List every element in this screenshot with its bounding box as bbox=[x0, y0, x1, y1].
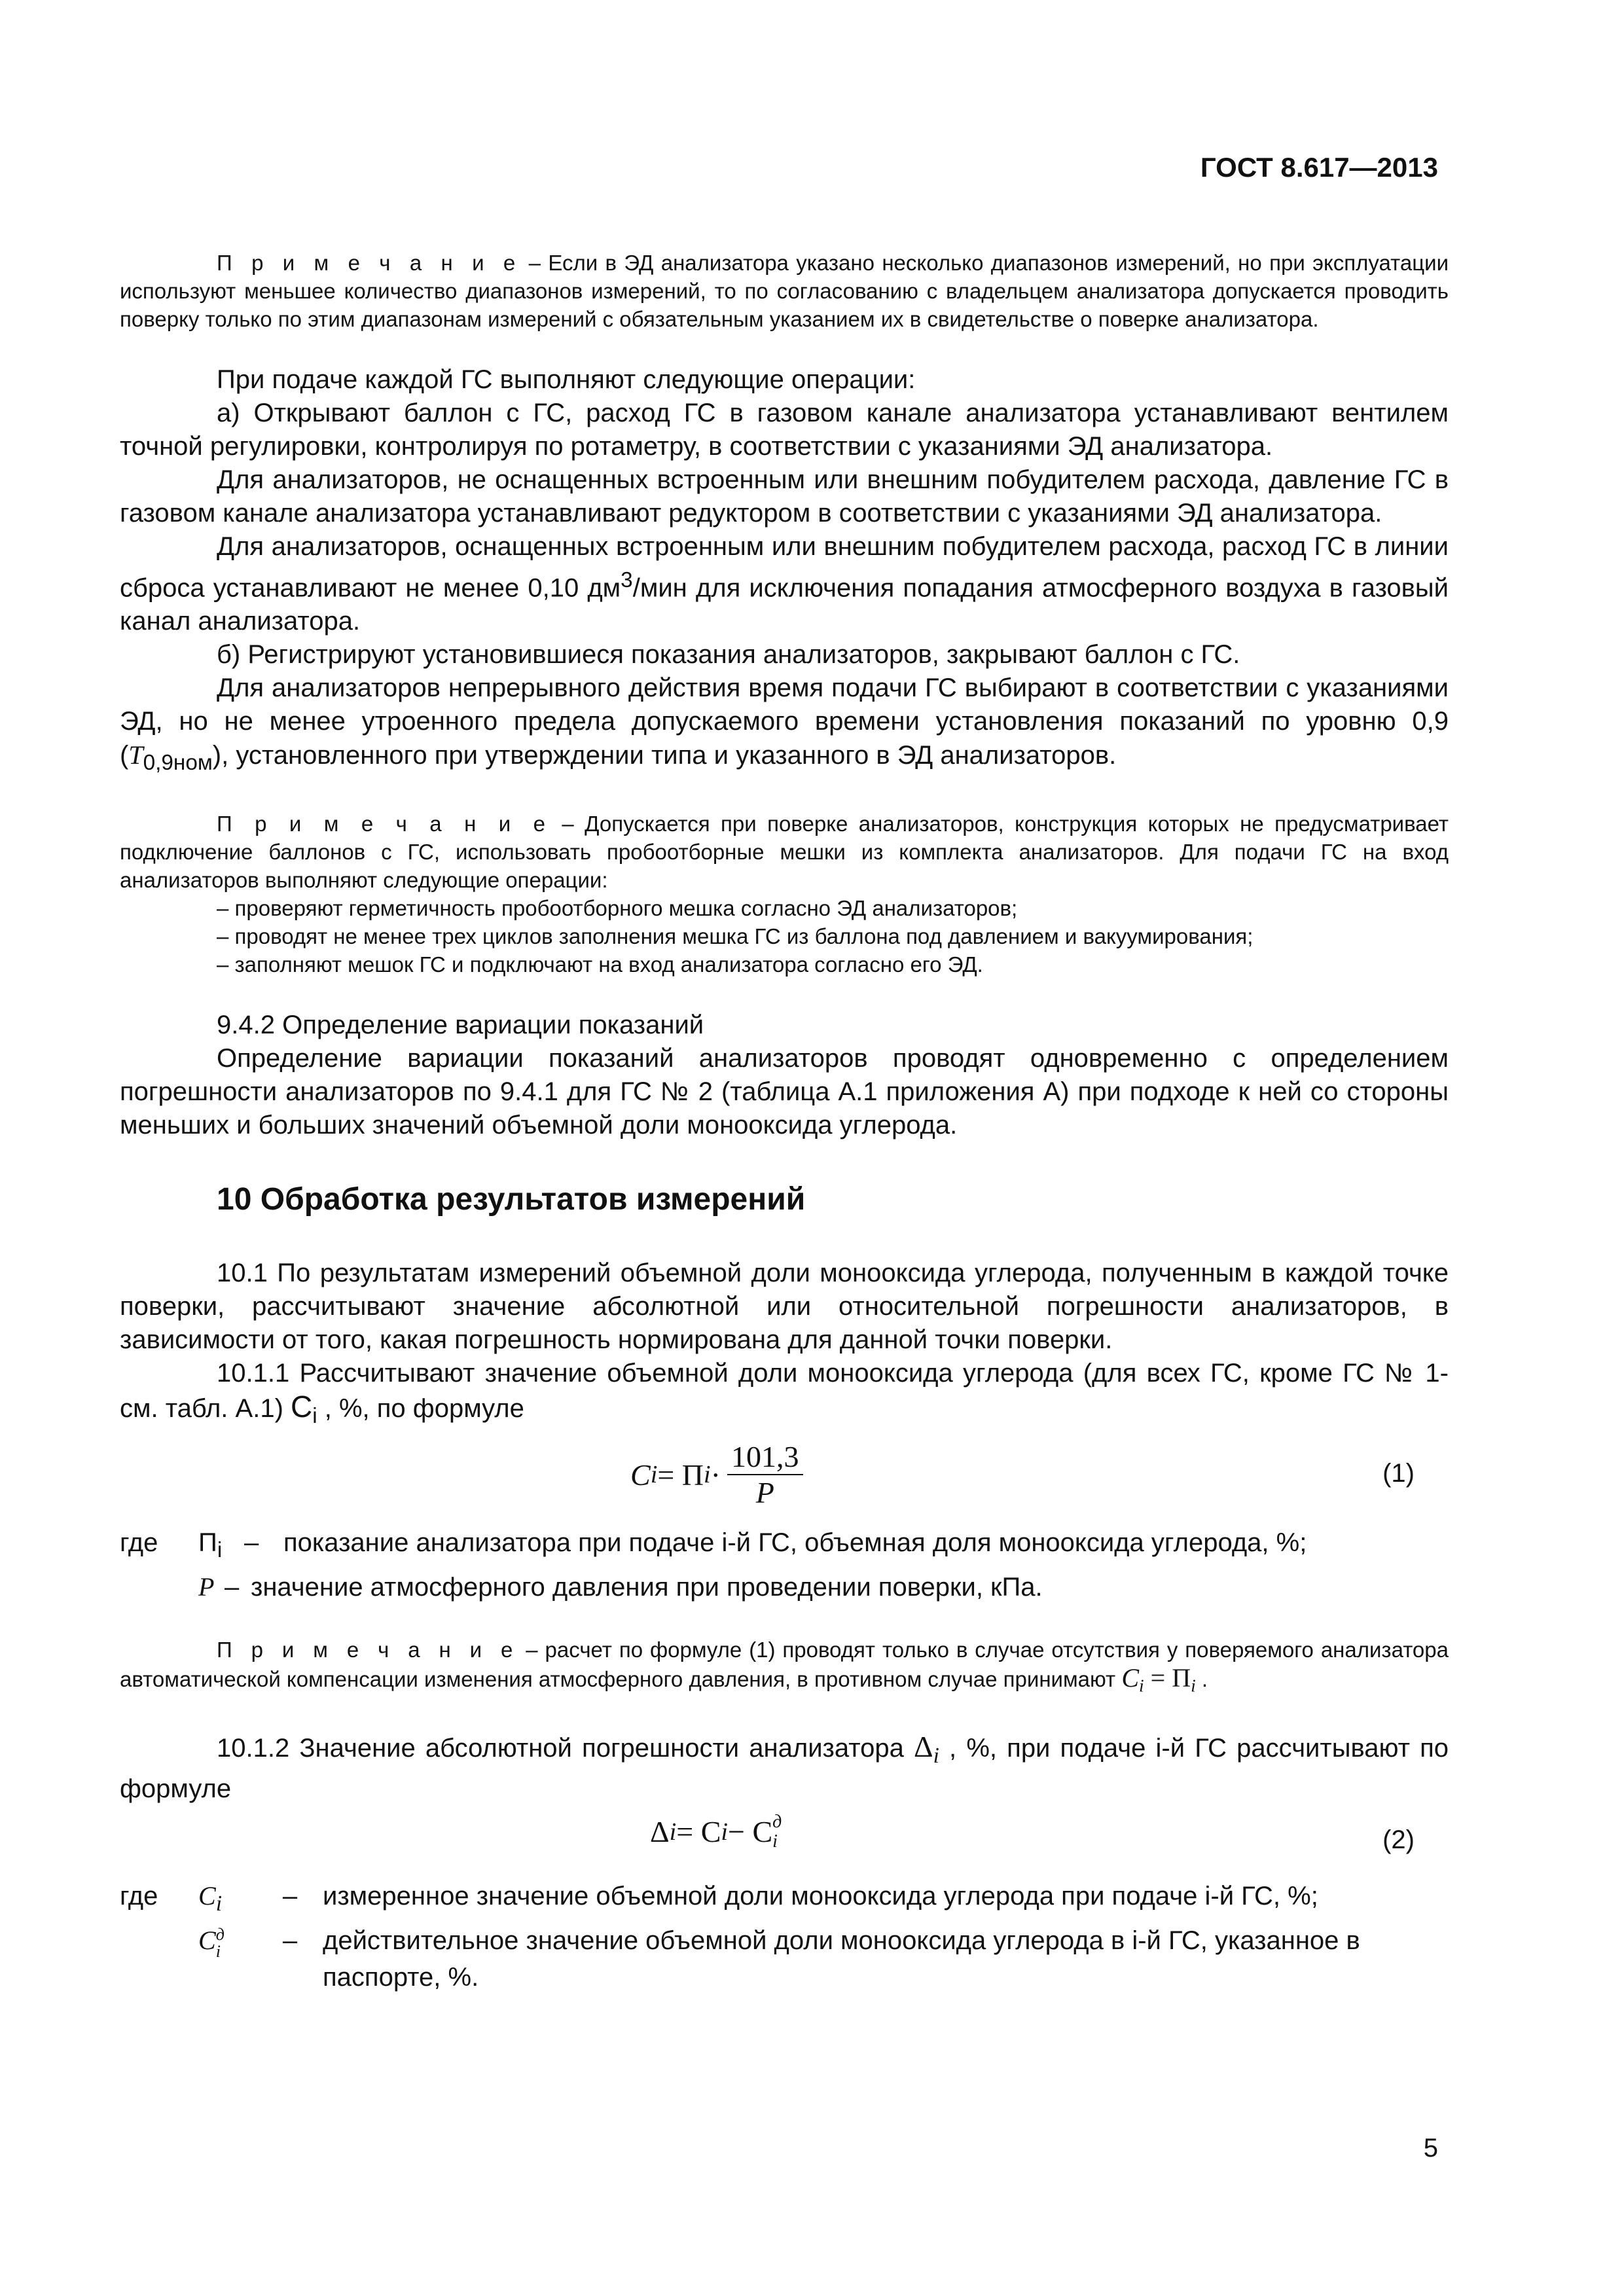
formula-1 bbox=[630, 1439, 803, 1510]
note-text: – Допускается при поверке анализаторов, конструкция которых не предусматривает подключение баллонов с ГС, использовать пробоотборные мешки из комплекта анализаторов. Для подачи ГС на вход анализаторов выполняют следующие операции: bbox=[120, 812, 1449, 893]
note-label: П р и м е ч а н и е bbox=[217, 812, 551, 836]
subsection-title: 9.4.2 Определение вариации показаний bbox=[217, 1011, 704, 1040]
paragraph: Определение вариации показаний анализаторов проводят одновременно с определением погрешности анализаторов по 9.4.1 для ГС № 2 (таблица А.1 приложения А) при подходе к ней со стороны меньших и больших значений объемной доли монооксида углерода. bbox=[120, 1044, 1449, 1140]
paragraph: а) Открывают баллон с ГС, расход ГС в газовом канале анализатора устанавливают вентилем точной регулировки, контролируя по ротаметру, в соответствии с указаниями ЭД анализатора. bbox=[120, 399, 1449, 461]
symbol: $C_i$ bbox=[198, 1880, 222, 1916]
definition: значение атмосферного давления при проведении поверки, кПа. bbox=[251, 1573, 1043, 1602]
note-1 bbox=[120, 249, 1449, 333]
paragraph bbox=[120, 672, 1449, 780]
text: ), установленного при утверждении типа и указанного в ЭД анализаторов. bbox=[212, 741, 1117, 770]
formula-2-row bbox=[120, 1806, 1449, 1878]
subscript: i bbox=[933, 1743, 939, 1768]
fraction bbox=[727, 1439, 803, 1510]
section-title: 10 Обработка результатов измерений bbox=[217, 1182, 806, 1217]
paragraph bbox=[120, 1357, 1449, 1433]
subscript: i bbox=[650, 1461, 658, 1489]
symbol: C д i bbox=[198, 1924, 225, 1961]
list-item: – проводят не менее трех циклов заполнения мешка ГС из баллона под давлением и вакуумирования; bbox=[217, 924, 1254, 949]
paragraph bbox=[120, 1730, 1449, 1806]
where-row bbox=[120, 1922, 1449, 1996]
formula-lhs: Δ bbox=[650, 1815, 670, 1849]
subscript: i bbox=[721, 1818, 729, 1846]
text: 10.1.2 Значение абсолютной погрешности анализатора bbox=[217, 1733, 914, 1763]
where-label: где bbox=[120, 1528, 158, 1558]
note-2 bbox=[120, 810, 1449, 894]
formula-2 bbox=[650, 1812, 782, 1852]
paragraph: При подаче каждой ГС выполняют следующие операции: bbox=[217, 365, 916, 394]
superscript: 3 bbox=[621, 568, 633, 592]
formula-eq: = Π bbox=[657, 1458, 704, 1492]
subscript: i bbox=[704, 1461, 711, 1489]
text: /мин для исключения попадания атмосферного воздуха в газовый канал анализатора. bbox=[120, 573, 1449, 636]
paragraph: б) Регистрируют установившиеся показания анализаторов, закрывают баллон с ГС. bbox=[217, 640, 1240, 670]
formula-number: (1) bbox=[1382, 1459, 1415, 1488]
subscript: i bbox=[1191, 1675, 1196, 1696]
where-row bbox=[120, 1524, 1449, 1569]
definition: действительное значение объемной доли монооксида углерода в i-й ГС, указанное в паспорте, %. bbox=[323, 1926, 1360, 1992]
subscript: i bbox=[1139, 1675, 1144, 1696]
note-3 bbox=[120, 1636, 1449, 1700]
numerator: 101,3 bbox=[727, 1439, 803, 1475]
subscript: i bbox=[312, 1404, 317, 1429]
list-item: – проверяют герметичность пробоотборного мешка согласно ЭД анализаторов; bbox=[217, 896, 1018, 921]
paragraph: 10.1 По результатам измерений объемной доли монооксида углерода, полученным в каждой точке поверки, рассчитывают значение абсолютной или относительной погрешности анализаторов, в зависимости от того, какая погрешность нормирована для данной точки поверки. bbox=[120, 1259, 1449, 1355]
symbol: T bbox=[128, 740, 143, 770]
where-row bbox=[120, 1878, 1449, 1922]
formula-1-row bbox=[120, 1433, 1449, 1524]
text: , %, по формуле bbox=[317, 1394, 524, 1424]
formula-eq: = C bbox=[676, 1815, 721, 1849]
subscript: 0,9ном bbox=[143, 751, 213, 776]
formula-number: (2) bbox=[1382, 1825, 1415, 1854]
where-label: где bbox=[120, 1881, 158, 1910]
text: . bbox=[1195, 1667, 1208, 1692]
formula-lhs: C bbox=[630, 1458, 651, 1492]
dash: – bbox=[225, 1573, 240, 1602]
definition: показание анализатора при подаче i-й ГС, объемная доля монооксида углерода, %; bbox=[283, 1528, 1307, 1558]
sup-sub: д i bbox=[772, 1811, 782, 1852]
note-list bbox=[120, 894, 1449, 978]
definition: измеренное значение объемной доли монооксида углерода при подаче i-й ГС, %; bbox=[323, 1881, 1318, 1910]
symbol: Δ bbox=[914, 1729, 933, 1763]
dash: – bbox=[282, 1926, 298, 1955]
formula-inline: C bbox=[1121, 1663, 1140, 1693]
text: Для анализаторов непрерывного действия время подачи ГС выбирают в соответствии с указаниями ЭД, но не менее утроенного предела допускаемого времени установления показаний по уровню 0,9 ( bbox=[120, 673, 1449, 770]
text: Для анализаторов, оснащенных встроенным или внешним побудителем расхода, расход ГС в линии сброса устанавливают не менее 0,10 дм bbox=[120, 532, 1449, 603]
text: 10.1.1 Рассчитывают значение объемной доли монооксида углерода (для всех ГС, кроме ГС № 1- см. табл. А.1) bbox=[120, 1359, 1449, 1424]
document-header: ГОСТ 8.617—2013 bbox=[1200, 152, 1438, 183]
dash: – bbox=[282, 1881, 298, 1910]
spacer bbox=[120, 1569, 198, 1605]
symbol: P bbox=[198, 1572, 215, 1602]
denominator: P bbox=[755, 1476, 774, 1510]
formula-minus: − C bbox=[728, 1815, 773, 1849]
note-label: П р и м е ч а н и е bbox=[217, 251, 522, 275]
subscript: i bbox=[669, 1818, 677, 1846]
paragraph: Для анализаторов, не оснащенных встроенным или внешним побудителем расхода, давление ГС в газовом канале анализатора устанавливают редуктором в соответствии с указаниями ЭД анализатора. bbox=[120, 465, 1449, 528]
note-text: – Если в ЭД анализатора указано несколько диапазонов измерений, но при эксплуатации используют меньшее количество диапазонов измерений, то по согласованию с владельцем анализатора допускается проводить поверку только по этим диапазонам измерений с обязательным указанием их в свидетельстве о поверке анализатора. bbox=[120, 251, 1449, 331]
note-label: П р и м е ч а н и е bbox=[217, 1638, 519, 1662]
symbol: C bbox=[291, 1390, 313, 1424]
spacer bbox=[120, 1922, 198, 1996]
formula-inline: = Π bbox=[1144, 1663, 1191, 1693]
paragraph bbox=[120, 530, 1449, 638]
where-row bbox=[120, 1569, 1449, 1605]
note-text: – расчет по формуле (1) проводят только в случае отсутствия у поверяемого анализатора автоматической компенсации изменения атмосферного давления, в противном случае принимают bbox=[120, 1638, 1449, 1692]
page-content bbox=[120, 249, 1449, 1996]
formula-dot: · bbox=[710, 1458, 721, 1492]
symbol: $\Pi_i$ bbox=[198, 1528, 223, 1563]
dash: – bbox=[244, 1528, 259, 1558]
page-number: 5 bbox=[1423, 2134, 1438, 2162]
list-item: – заполняют мешок ГС и подключают на вход анализатора согласно его ЭД. bbox=[217, 952, 983, 977]
text: , %, при подаче i-й ГС рассчитывают по формуле bbox=[120, 1733, 1449, 1803]
